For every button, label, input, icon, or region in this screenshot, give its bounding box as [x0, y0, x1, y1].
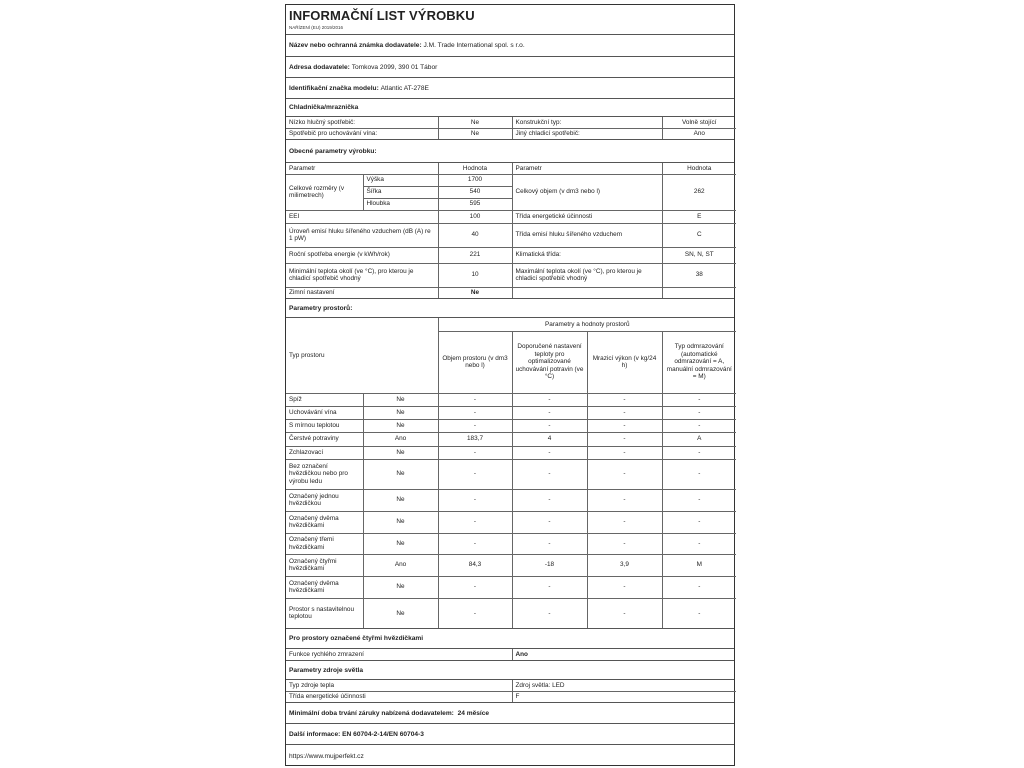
space-temp: -: [512, 598, 587, 628]
space-type: S mírnou teplotou: [286, 419, 363, 432]
space-temp: -: [512, 419, 587, 432]
space-row: [286, 598, 736, 628]
space-type: Označený čtyřmi hvězdičkami: [286, 554, 363, 576]
climate-class-value: SN, N, ST: [662, 247, 736, 263]
noise-class-value: C: [662, 223, 736, 247]
space-present: Ne: [363, 576, 438, 598]
general-params-heading-text: Obecné parametry výrobku:: [289, 147, 377, 155]
category-heading-text: Chladnička/mraznička: [289, 104, 359, 111]
space-defrost: -: [662, 511, 736, 533]
light-source-row: [286, 691, 736, 702]
depth-value: 595: [438, 198, 512, 210]
space-volume: 183,7: [438, 432, 512, 446]
space-freeze: -: [587, 459, 662, 489]
space-volume: 84,3: [438, 554, 512, 576]
space-freeze: -: [587, 598, 662, 628]
space-present: Ne: [363, 393, 438, 406]
space-defrost: -: [662, 533, 736, 554]
width-label: Šířka: [363, 186, 438, 198]
col-header-volume: Objem prostoru (v dm3 nebo l): [438, 331, 512, 393]
supplier-name-row: [286, 35, 734, 57]
col-header-value-2: Hodnota: [662, 163, 736, 174]
space-defrost: -: [662, 393, 736, 406]
max-ambient-temp-value: 38: [662, 263, 736, 287]
supplier-address-label: Adresa dodavatele:: [289, 63, 350, 71]
space-freeze: -: [587, 419, 662, 432]
space-row: [286, 419, 736, 432]
fast-freeze-row: [286, 649, 736, 660]
space-present: Ne: [363, 459, 438, 489]
space-temp: -: [512, 489, 587, 511]
space-temp: -: [512, 393, 587, 406]
space-freeze: -: [587, 406, 662, 419]
space-temp: -18: [512, 554, 587, 576]
space-defrost: -: [662, 489, 736, 511]
space-type: Označený dvěma hvězdičkami: [286, 576, 363, 598]
warranty-row: [286, 703, 734, 724]
annual-energy-value: 221: [438, 247, 512, 263]
space-type: Čerstvé potraviny: [286, 432, 363, 446]
space-row: [286, 533, 736, 554]
space-volume: -: [438, 406, 512, 419]
space-row: [286, 511, 736, 533]
height-value: 1700: [438, 174, 512, 186]
light-source-table: [286, 680, 734, 703]
website-row: [286, 745, 734, 767]
light-source-row: [286, 680, 736, 691]
annual-energy-label: Roční spotřeba energie (v kWh/rok): [286, 247, 438, 263]
space-freeze: -: [587, 446, 662, 459]
model-id-row: [286, 78, 734, 99]
space-row: [286, 393, 736, 406]
more-info-value: EN 60704-2-14/EN 60704-3: [342, 730, 424, 738]
space-volume: -: [438, 419, 512, 432]
page-title: INFORMAČNÍ LIST VÝROBKU: [289, 8, 475, 23]
general-row: [286, 287, 736, 298]
space-volume: -: [438, 489, 512, 511]
general-params-heading: [286, 140, 734, 163]
warranty-label: Minimální doba trvání záruky nabízená dodavatelem:: [289, 709, 454, 717]
space-volume: -: [438, 446, 512, 459]
space-temp: -: [512, 406, 587, 419]
space-volume: -: [438, 533, 512, 554]
space-type: Spíž: [286, 393, 363, 406]
space-row: [286, 459, 736, 489]
space-temp: -: [512, 459, 587, 489]
space-type: Označený dvěma hvězdičkami: [286, 511, 363, 533]
other-appliance-label: Jiný chladicí spotřebič:: [512, 128, 662, 139]
min-ambient-temp-label: Minimální teplota okolí (ve °C), pro kterou je chladicí spotřebič vhodný: [286, 263, 438, 287]
wine-storage-label: Spotřebič pro uchovávání vína:: [286, 128, 438, 139]
model-id-label: Identifikační značka modelu:: [289, 84, 379, 92]
space-present: Ano: [363, 554, 438, 576]
space-present: Ano: [363, 432, 438, 446]
space-volume: -: [438, 576, 512, 598]
height-label: Výška: [363, 174, 438, 186]
category-row: [286, 117, 736, 128]
space-defrost: M: [662, 554, 736, 576]
title-block: [286, 5, 734, 35]
more-info-label: Další informace:: [289, 730, 341, 738]
four-star-heading-text: Pro prostory označené čtyřmi hvězdičkami: [289, 635, 424, 642]
model-id-value: Atlantic AT-278E: [380, 84, 429, 92]
space-type-header: Typ prostoru: [286, 318, 438, 393]
category-row: [286, 128, 736, 139]
fast-freeze-table: [286, 649, 734, 661]
space-type: Zchlazovací: [286, 446, 363, 459]
low-noise-value: Ne: [438, 117, 512, 128]
space-freeze: -: [587, 511, 662, 533]
website-link[interactable]: https://www.mujperfekt.cz: [289, 752, 364, 760]
space-volume: -: [438, 393, 512, 406]
winter-setting-label: Zimní nastavení: [286, 287, 438, 298]
spaces-group-header-row: [286, 318, 736, 331]
space-params-group-header: Parametry a hodnoty prostorů: [438, 318, 736, 331]
light-source-heading-text: Parametry zdroje světla: [289, 666, 364, 674]
low-noise-label: Nízko hlučný spotřebič:: [286, 117, 438, 128]
energy-class-label: Třída energetické účinnosti: [512, 210, 662, 223]
space-present: Ne: [363, 419, 438, 432]
general-row: [286, 210, 736, 223]
space-row: [286, 576, 736, 598]
space-freeze: -: [587, 393, 662, 406]
supplier-name-value: J.M. Trade International spol. s r.o.: [423, 42, 525, 49]
depth-label: Hloubka: [363, 198, 438, 210]
col-header-recommended-temp: Doporučené nastavení teploty pro optimalizované uchovávání potravin (ve °C): [512, 331, 587, 393]
general-header-row: [286, 163, 736, 174]
noise-level-label: Úroveň emisí hluku šířeného vzduchem (dB (A) re 1 pW): [286, 223, 438, 247]
light-type-label: Typ zdroje tepla: [286, 680, 512, 691]
space-freeze: -: [587, 432, 662, 446]
space-row: [286, 446, 736, 459]
space-row: [286, 406, 736, 419]
space-type: Označený jednou hvězdičkou: [286, 489, 363, 511]
space-present: Ne: [363, 598, 438, 628]
space-present: Ne: [363, 406, 438, 419]
fast-freeze-value: Ano: [512, 649, 736, 660]
four-star-heading: [286, 629, 734, 649]
other-appliance-value: Ano: [662, 128, 736, 139]
col-header-param: Parametr: [286, 163, 438, 174]
col-header-param-2: Parametr: [512, 163, 662, 174]
fast-freeze-label: Funkce rychlého zmrazení: [286, 649, 512, 660]
space-present: Ne: [363, 446, 438, 459]
light-energy-class-label: Třída energetické účinnosti: [286, 691, 512, 702]
eei-value: 100: [438, 210, 512, 223]
construction-type-value: Volně stojící: [662, 117, 736, 128]
space-temp: -: [512, 533, 587, 554]
space-present: Ne: [363, 533, 438, 554]
noise-class-label: Třída emisí hluku šířeného vzduchem: [512, 223, 662, 247]
product-information-sheet: [285, 4, 735, 766]
max-ambient-temp-label: Maximální teplota okolí (ve °C), pro kterou je chladicí spotřebič vhodný: [512, 263, 662, 287]
space-freeze: 3,9: [587, 554, 662, 576]
general-row: [286, 247, 736, 263]
category-heading: [286, 99, 734, 116]
space-defrost: -: [662, 419, 736, 432]
space-present: Ne: [363, 511, 438, 533]
space-temp: -: [512, 446, 587, 459]
energy-class-value: E: [662, 210, 736, 223]
warranty-value: 24 měsíce: [457, 709, 490, 717]
space-row: [286, 489, 736, 511]
light-type-value: Zdroj světla: LED: [512, 680, 736, 691]
space-present: Ne: [363, 489, 438, 511]
supplier-address-row: [286, 57, 734, 78]
spaces-heading-text: Parametry prostorů:: [289, 304, 353, 312]
col-header-freezing-capacity: Mrazicí výkon (v kg/24 h): [587, 331, 662, 393]
spaces-heading: [286, 299, 734, 318]
category-table: [286, 116, 734, 140]
col-header-defrost-type: Typ odmrazování (automatické odmrazování = A, manuální odmrazování = M): [662, 331, 736, 393]
winter-setting-value: Ne: [438, 287, 512, 298]
total-volume-label: Celkový objem (v dm3 nebo l): [512, 174, 662, 210]
dimensions-label: Celkové rozměry (v milimetrech): [286, 174, 363, 210]
space-row: [286, 554, 736, 576]
more-info-row: [286, 724, 734, 745]
width-value: 540: [438, 186, 512, 198]
spaces-table: [286, 318, 734, 629]
space-defrost: -: [662, 576, 736, 598]
space-defrost: A: [662, 432, 736, 446]
construction-type-label: Konstrukční typ:: [512, 117, 662, 128]
general-params-table: [286, 163, 734, 299]
space-defrost: -: [662, 446, 736, 459]
space-temp: -: [512, 511, 587, 533]
space-volume: -: [438, 459, 512, 489]
space-freeze: -: [587, 489, 662, 511]
supplier-address-value: Tomkova 2099, 390 01 Tábor: [351, 63, 438, 71]
light-source-heading: [286, 661, 734, 680]
space-type: Prostor s nastavitelnou teplotou: [286, 598, 363, 628]
dimension-row: [286, 174, 736, 186]
space-row: [286, 432, 736, 446]
space-volume: -: [438, 598, 512, 628]
space-defrost: -: [662, 598, 736, 628]
supplier-name-label: Název nebo ochranná známka dodavatele:: [289, 42, 422, 49]
space-freeze: -: [587, 576, 662, 598]
noise-level-value: 40: [438, 223, 512, 247]
space-volume: -: [438, 511, 512, 533]
general-row: [286, 223, 736, 247]
space-type: Bez označení hvězdičkou nebo pro výrobu ledu: [286, 459, 363, 489]
space-type: Označený třemi hvězdičkami: [286, 533, 363, 554]
light-energy-class-value: F: [512, 691, 736, 702]
wine-storage-value: Ne: [438, 128, 512, 139]
empty-cell: [662, 287, 736, 298]
climate-class-label: Klimatická třída:: [512, 247, 662, 263]
space-temp: 4: [512, 432, 587, 446]
space-temp: -: [512, 576, 587, 598]
eei-label: EEI: [286, 210, 438, 223]
min-ambient-temp-value: 10: [438, 263, 512, 287]
space-type: Uchovávání vína: [286, 406, 363, 419]
total-volume-value: 262: [662, 174, 736, 210]
space-freeze: -: [587, 533, 662, 554]
space-defrost: -: [662, 459, 736, 489]
space-defrost: -: [662, 406, 736, 419]
empty-cell: [512, 287, 662, 298]
regulation-reference: NAŘÍZENÍ (EU) 2019/2016: [289, 25, 344, 30]
general-row: [286, 263, 736, 287]
col-header-value: Hodnota: [438, 163, 512, 174]
